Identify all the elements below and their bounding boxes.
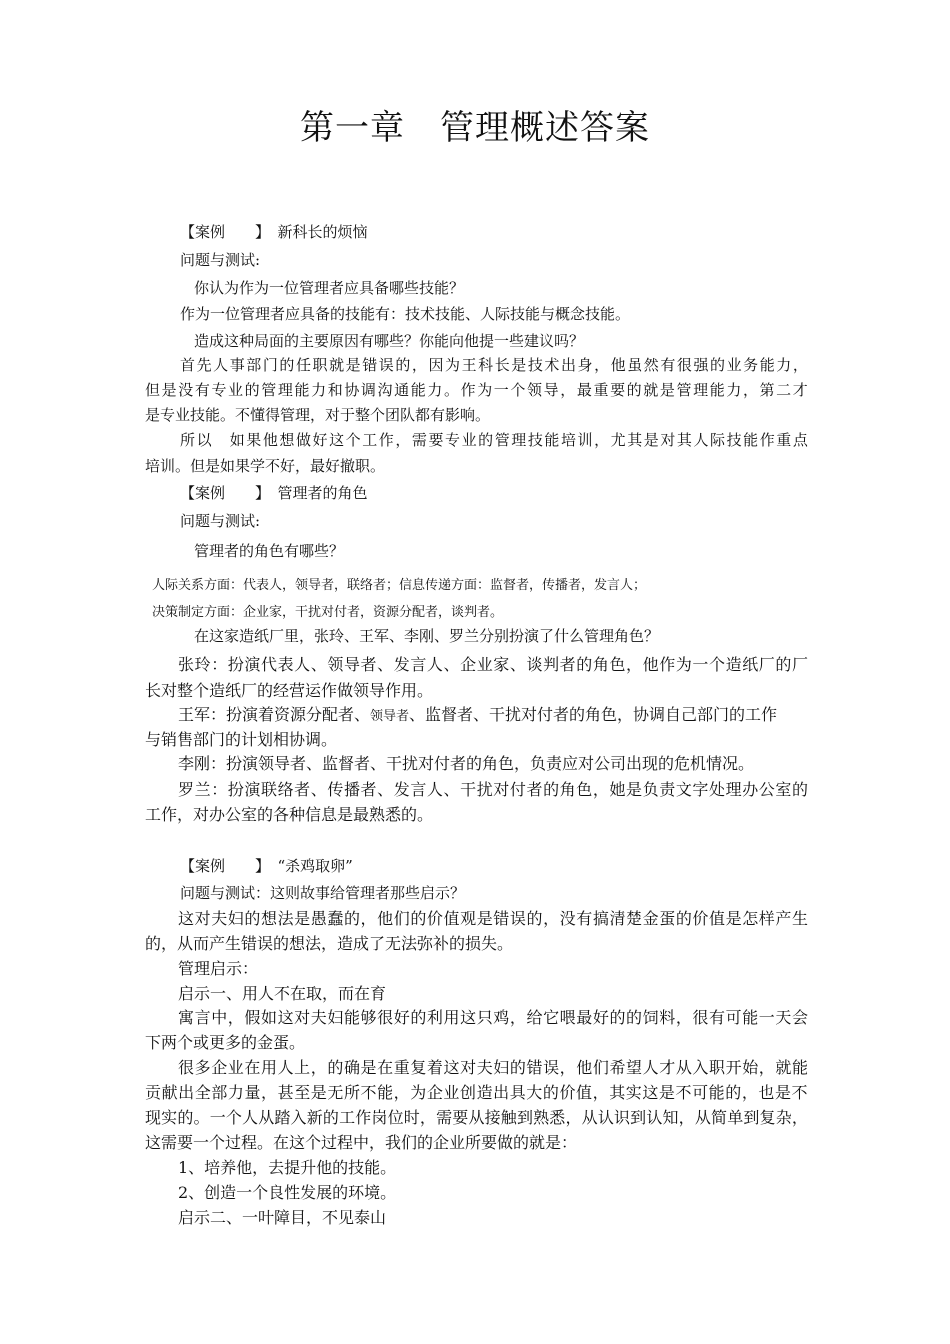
case2-question-1: 管理者的角色有哪些？ [194, 542, 345, 560]
case2-answer-1-line-2: 决策制定方面：企业家，干扰对付者，资源分配者，谈判者。 [152, 605, 504, 620]
case2-luo-line-1: 罗 兰 ： 扮 演 联 络 者 、 传 播 者 、 发 言 人 、 干 扰 对 付 者 的 角 色 ， 她 是 负 责 文 字 处 理 办 公 室 的 [178, 780, 808, 799]
case2-qa-label: 问题与测试: [180, 512, 261, 530]
case3-para-2-line-2: 下两个或更多的金蛋。 [145, 1033, 306, 1052]
case3-para-3-line-1: 很 多 企 业 在 用 人 上 ， 的 确 是 在 重 复 着 这 对 夫 妇 的 错 误 ， 他 们 希 望 人 才 从 入 职 开 始 ， 就 能 [178, 1058, 808, 1077]
case3-insight-2: 启示二、一叶障目，不见泰山 [178, 1208, 387, 1227]
case1-answer-2-line-2: 但 是 没 有 专 业 的 管 理 能 力 和 协 调 沟 通 能 力 。 作 为 一 个 领 导 ， 最 重 要 的 就 是 管 理 能 力 ， 第 二 才 [145, 381, 808, 399]
case1-qa-label: 问题与测试: [180, 251, 261, 269]
case3-heading: 【案例 】 “杀鸡取卵” [180, 857, 353, 875]
case2-li-line: 李刚：扮演领导者、监督者、干扰对付者的角色，负责应对公司出现的危机情况。 [178, 754, 755, 773]
case2-wang-part-b: 领导者 [370, 709, 410, 724]
case1-answer-2-line-3: 是专业技能。不懂得管理，对于整个团队都有影响。 [145, 406, 491, 424]
case3-para-1-line-1: 这 对 夫 妇 的 想 法 是 愚 蠢 的 ， 他 们 的 价 值 观 是 错 误 的 ， 没 有 搞 清 楚 金 蛋 的 价 值 是 怎 样 产 生 [178, 909, 808, 928]
case2-answer-1-line-1: 人际关系方面：代表人，领导者，联络者；信息传递方面：监督者，传播者，发言人； [152, 578, 647, 593]
case2-heading: 【案例 】 管理者的角色 [180, 484, 368, 502]
case1-question-2: 造成这种局面的主要原因有哪些？你能向他提一些建议吗？ [194, 332, 585, 350]
case3-para-2-line-1: 寓 言 中 ， 假 如 这 对 夫 妇 能 够 很 好 的 利 用 这 只 鸡 ， 给 它 喂 最 好 的 的 饲 料 ， 很 有 可 能 一 天 会 [178, 1008, 808, 1027]
case2-wang-line-1 [178, 702, 777, 725]
case2-wang-part-c: 、监督者、干扰对付者的角色，协调自己部门的工作 [409, 705, 778, 724]
case3-insight-1: 启示一、用人不在取，而在育 [178, 984, 387, 1003]
case2-wang-part-a: 王军：扮演着资源分配者、 [178, 705, 371, 724]
case3-para-3-line-4: 这需要一个过程。在这个过程中，我们的企业所要做的就是： [145, 1133, 578, 1152]
case2-question-2: 在这家造纸厂里，张玲、王军、李刚、罗兰分别扮演了什么管理角色？ [194, 627, 660, 645]
case1-answer-3-line-1: 所 以 如 果 他 想 做 好 这 个 工 作 ， 需 要 专 业 的 管 理 技 能 培 训 ， 尤 其 是 对 其 人 际 技 能 作 重 点 [180, 431, 808, 449]
case2-wang-line-2: 与销售部门的计划相协调。 [145, 730, 338, 749]
case3-list-item-1: 1、培养他，去提升他的技能。 [178, 1158, 397, 1177]
case1-answer-3-line-2: 培训。但是如果学不好，最好撤职。 [145, 457, 386, 475]
case1-answer-2-line-1: 首 先 人 事 部 门 的 任 职 就 是 错 误 的 ， 因 为 王 科 长 是 技 术 出 身 ， 他 虽 然 有 很 强 的 业 务 能 力 ， [180, 356, 808, 374]
case1-heading: 【案例 】 新科长的烦恼 [180, 223, 368, 241]
case3-para-1-line-2: 的，从而产生错误的想法，造成了无法弥补的损失。 [145, 934, 514, 953]
case2-zhang-line-1: 张 玲 ： 扮 演 代 表 人 、 领 导 者 、 发 言 人 、 企 业 家 、 谈 判 者 的 角 色 ， 他 作 为 一 个 造 纸 厂 的 厂 [178, 655, 808, 674]
case3-para-3-line-2: 贡 献 出 全 部 力 量 ， 甚 至 是 无 所 不 能 ， 为 企 业 创 造 出 具 大 的 价 值 ， 其 实 这 是 不 可 能 的 ， 也 是 不 [145, 1083, 808, 1102]
case1-question-1: 你认为作为一位管理者应具备哪些技能？ [194, 279, 465, 297]
case3-insight-label: 管理启示： [178, 959, 259, 978]
case3-list-item-2: 2、创造一个良性发展的环境。 [178, 1183, 397, 1202]
page-title: 第一章 管理概述答案 [300, 108, 650, 148]
case3-para-3-line-3: 现 实 的 。 一 个 人 从 踏 入 新 的 工 作 岗 位 时 ， 需 要 从 接 触 到 熟 悉 ， 从 认 识 到 认 知 ， 从 简 单 到 复 杂 ， [145, 1108, 808, 1127]
case3-qa-line: 问题与测试：这则故事给管理者那些启示？ [180, 884, 466, 902]
case2-zhang-line-2: 长对整个造纸厂的经营运作做领导作用。 [145, 681, 434, 700]
case2-luo-line-2: 工作，对办公室的各种信息是最熟悉的。 [145, 805, 434, 824]
case1-answer-1: 作为一位管理者应具备的技能有：技术技能、人际技能与概念技能。 [180, 305, 631, 323]
